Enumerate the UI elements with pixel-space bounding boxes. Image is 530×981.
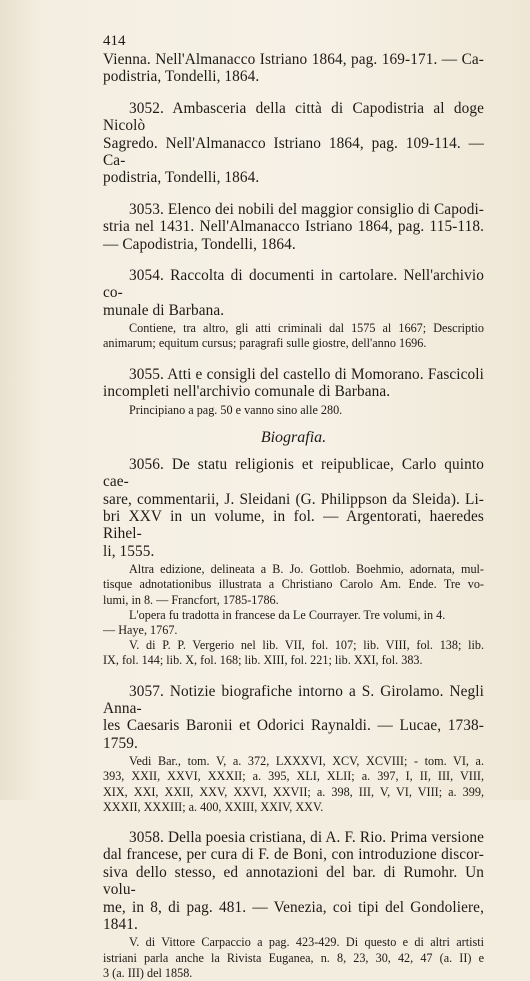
bibliography-entry bbox=[103, 829, 484, 933]
entry-line: 3052. Ambasceria della città di Capodistria al doge Nicolò bbox=[103, 99, 484, 135]
entry-note bbox=[103, 935, 484, 981]
entry-line: siva dello stesso, ed annotazioni del bar. di Rumohr. Un volu- bbox=[103, 863, 484, 899]
note-line: — Haye, 1767. bbox=[103, 622, 178, 637]
entry-line: sare, commentarii, J. Sleidani (G. Philippson da Sleida). Li- bbox=[103, 490, 484, 508]
entry-line: munale di Barbana. bbox=[103, 301, 225, 319]
section-heading: Biografia. bbox=[260, 428, 327, 446]
entry-note bbox=[103, 321, 484, 351]
note-line: Principiano a pag. 50 e vanno sino alle 280. bbox=[129, 402, 343, 417]
bibliography-entry bbox=[103, 267, 484, 319]
entry-note bbox=[103, 403, 484, 418]
note-line: XXXII, XXXIII; a. 400, XXIII, XXIV, XXV. bbox=[103, 799, 324, 814]
entry-line: — Capodistria, Tondelli, 1864. bbox=[103, 235, 296, 253]
entry-line: 3056. De statu religionis et reipublicae, Carlo quinto cae- bbox=[103, 455, 484, 491]
entry-note bbox=[103, 754, 484, 815]
entry-line: 3054. Raccolta di documenti in cartolare. Nell'archivio co- bbox=[103, 267, 484, 302]
entry-note bbox=[103, 562, 484, 668]
entry-line: incompleti nell'archivio comunale di Barbana. bbox=[103, 383, 391, 401]
note-line: L'opera fu tradotta in francese da Le Courrayer. Tre volumi, in 4. bbox=[129, 607, 446, 622]
note-line: 393, XXII, XXVI, XXXII; a. 395, XLI, XLII; a. 397, I, II, III, VIII, bbox=[103, 769, 484, 784]
continuation-entry bbox=[103, 51, 484, 86]
note-line: Altra edizione, delineata a B. Jo. Gottlob. Boehmio, adornata, mul- bbox=[129, 562, 484, 577]
entry-line: me, in 8, di pag. 481. — Venezia, coi tipi del Gondoliere, 1841. bbox=[103, 898, 484, 934]
note-line: IX, fol. 144; lib. X, fol. 168; lib. XIII, fol. 221; lib. XXI, fol. 383. bbox=[103, 653, 423, 668]
text-line: podistria, Tondelli, 1864. bbox=[103, 68, 260, 86]
entry-line: 3057. Notizie biografiche intorno a S. Girolamo. Negli Anna- bbox=[103, 682, 484, 717]
text-line: Vienna. Nell'Almanacco Istriano 1864, pag. 169-171. — Ca- bbox=[103, 51, 484, 68]
entry-line: 3055. Atti e consigli del castello di Momorano. Fascicoli bbox=[129, 365, 484, 383]
note-line: Contiene, tra altro, gli atti criminali dal 1575 al 1667; Descriptio bbox=[129, 321, 484, 336]
bibliography-entry bbox=[103, 456, 484, 560]
entry-line: 3058. Della poesia cristiana, di A. F. Rio. Prima versione bbox=[129, 829, 484, 846]
entry-line: bri XXV in un volume, in fol. — Argentorati, haeredes Rihel- bbox=[103, 507, 484, 543]
note-line: animarum; equitum cursus; paragrafi sulle giostre, dell'anno 1696. bbox=[103, 336, 427, 351]
entry-line: dal francese, per cura di F. de Boni, con introduzione discor- bbox=[103, 846, 484, 864]
note-line: lumi, in 8. — Francfort, 1785-1786. bbox=[103, 592, 279, 607]
entry-line: Sagredo. Nell'Almanacco Istriano 1864, pag. 109-114. — Ca- bbox=[103, 134, 484, 170]
note-line: V. di P. P. Vergerio nel lib. VII, fol. 107; lib. VIII, fol. 138; lib. bbox=[129, 638, 484, 653]
bibliography-entry bbox=[103, 366, 484, 401]
note-line: XIX, XXI, XXII, XXV, XXVI, XXVII; a. 398, III, V, VI, VIII; a. 399, bbox=[103, 784, 484, 799]
entry-line: stria nel 1431. Nell'Almanacco Istriano 1864, pag. 115-118. bbox=[103, 218, 484, 236]
note-line: Vedi Bar., tom. V, a. 372, LXXXVI, XCV, XCVIII; - tom. VI, a. bbox=[129, 754, 484, 769]
entry-line: les Caesaris Baronii et Odorici Raynaldi. — Lucae, 1738-1759. bbox=[103, 717, 484, 752]
bibliography-entry bbox=[103, 201, 484, 253]
entries-after bbox=[103, 456, 484, 981]
bibliography-entry bbox=[103, 683, 484, 753]
note-line: V. di Vittore Carpaccio a pag. 423-429. Di questo e di altri artisti bbox=[129, 935, 484, 950]
entry-line: podistria, Tondelli, 1864. bbox=[103, 169, 260, 187]
entry-line: li, 1555. bbox=[103, 542, 155, 560]
note-line: 3 (a. III) del 1858. bbox=[103, 965, 193, 980]
page-number: 414 bbox=[103, 33, 126, 49]
bibliography-entry bbox=[103, 100, 484, 187]
note-line: tisque adnotationibus illustrata a Christiano Carolo Am. Ende. Tre vo- bbox=[103, 577, 484, 592]
entry-line: 3053. Elenco dei nobili del maggior consiglio di Capodi- bbox=[129, 200, 484, 218]
entries-before bbox=[103, 100, 484, 418]
note-line: istriani parla anche la Rivista Euganea, n. 8, 23, 30, 42, 47 (a. II) e bbox=[103, 950, 484, 965]
